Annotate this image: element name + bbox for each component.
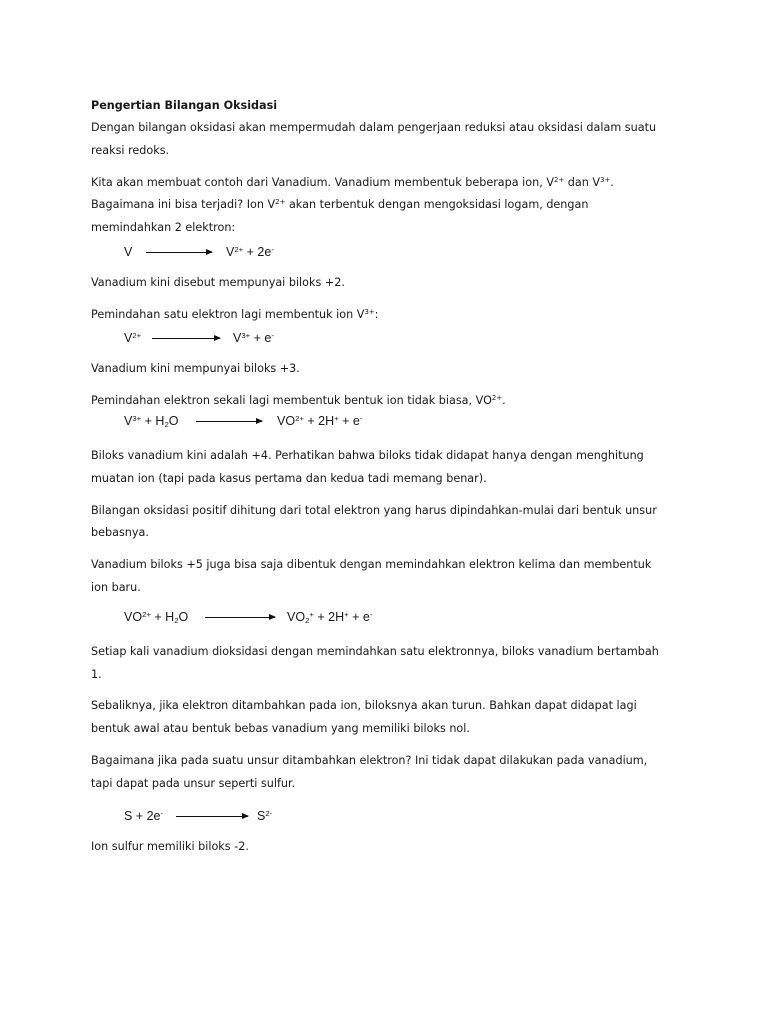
reaction-arrow-icon [205,617,275,618]
paragraph-line: Bagaimana jika pada suatu unsur ditambahkan elektron? Ini tidak dapat dilakukan pada vanadium, [91,754,648,767]
paragraph-line: Sebaliknya, jika elektron ditambahkan pada ion, biloksnya akan turun. Bahkan dapat didapat lagi [91,699,637,712]
equation-reactant: S + 2e- [124,808,164,823]
equation-product: $VO_2^+ + 2H^+ + e^-$ [287,609,373,625]
paragraph-line: muatan ion (tapi pada kasus pertama dan kedua tadi memang benar). [91,472,487,485]
reaction-arrow-icon [146,252,212,253]
equation-product: $V^{2+} + 2e^-$ [226,244,274,259]
paragraph-line: bebasnya. [91,526,149,539]
paragraph-line: Vanadium kini mempunyai biloks +3. [91,362,300,375]
equation-reactant: $V^{2+}$ [124,330,142,345]
equation-product: $VO^{2+} + 2H^+ + e^-$ [277,413,363,428]
paragraph-line: Kita akan membuat contoh dari Vanadium. Vanadium membentuk beberapa ion, $V^{2+}$ dan $V^{3+}$. [91,176,614,189]
equation-reactant: V [124,245,133,259]
paragraph-line: Bagaimana ini bisa terjadi? Ion $V^{2+}$ akan terbentuk dengan mengoksidasi logam, dengan [91,198,589,211]
paragraph-line: Pemindahan satu elektron lagi membentuk ion $V^{3+}$: [91,308,379,321]
equation-reactant: $VO^{2+} + H_2O$ [124,609,189,625]
equation-reactant: $V^{3+} + H_2O$ [124,413,179,429]
paragraph-line: Bilangan oksidasi positif dihitung dari total elektron yang harus dipindahkan-mulai dari bentuk unsur [91,504,657,517]
paragraph-line: memindahkan 2 elektron: [91,221,236,234]
paragraph-line: Dengan bilangan oksidasi akan mempermudah dalam pengerjaan reduksi atau oksidasi dalam suatu [91,121,657,134]
paragraph-line: tapi dapat pada unsur seperti sulfur. [91,777,296,790]
paragraph-line: Pemindahan elektron sekali lagi membentuk bentuk ion tidak biasa, $VO^{2+}$. [91,394,506,407]
paragraph-line: ion baru. [91,581,141,594]
equation-product: $V^{3+} + e^-$ [233,330,274,345]
reaction-arrow-icon [196,421,262,422]
reaction-arrow-icon [176,816,248,817]
paragraph-line: reaksi redoks. [91,144,170,157]
reaction-arrow-icon [152,338,220,339]
equation-product: $S^{2-}$ [257,808,273,823]
paragraph-line: 1. [91,668,102,681]
paragraph-line: Setiap kali vanadium dioksidasi dengan memindahkan satu elektronnya, biloks vanadium bertambah [91,645,659,658]
paragraph-line: bentuk awal atau bentuk bebas vanadium yang memiliki biloks nol. [91,722,470,735]
paragraph-line: Ion sulfur memiliki biloks -2. [91,840,249,853]
page-title: Pengertian Bilangan Oksidasi [91,99,278,112]
paragraph-line: Vanadium biloks +5 juga bisa saja dibentuk dengan memindahkan elektron kelima dan membentuk [91,558,652,571]
paragraph-line: Biloks vanadium kini adalah +4. Perhatikan bahwa biloks tidak didapat hanya dengan menghitung [91,449,644,462]
paragraph-line: Vanadium kini disebut mempunyai biloks +2. [91,276,345,289]
